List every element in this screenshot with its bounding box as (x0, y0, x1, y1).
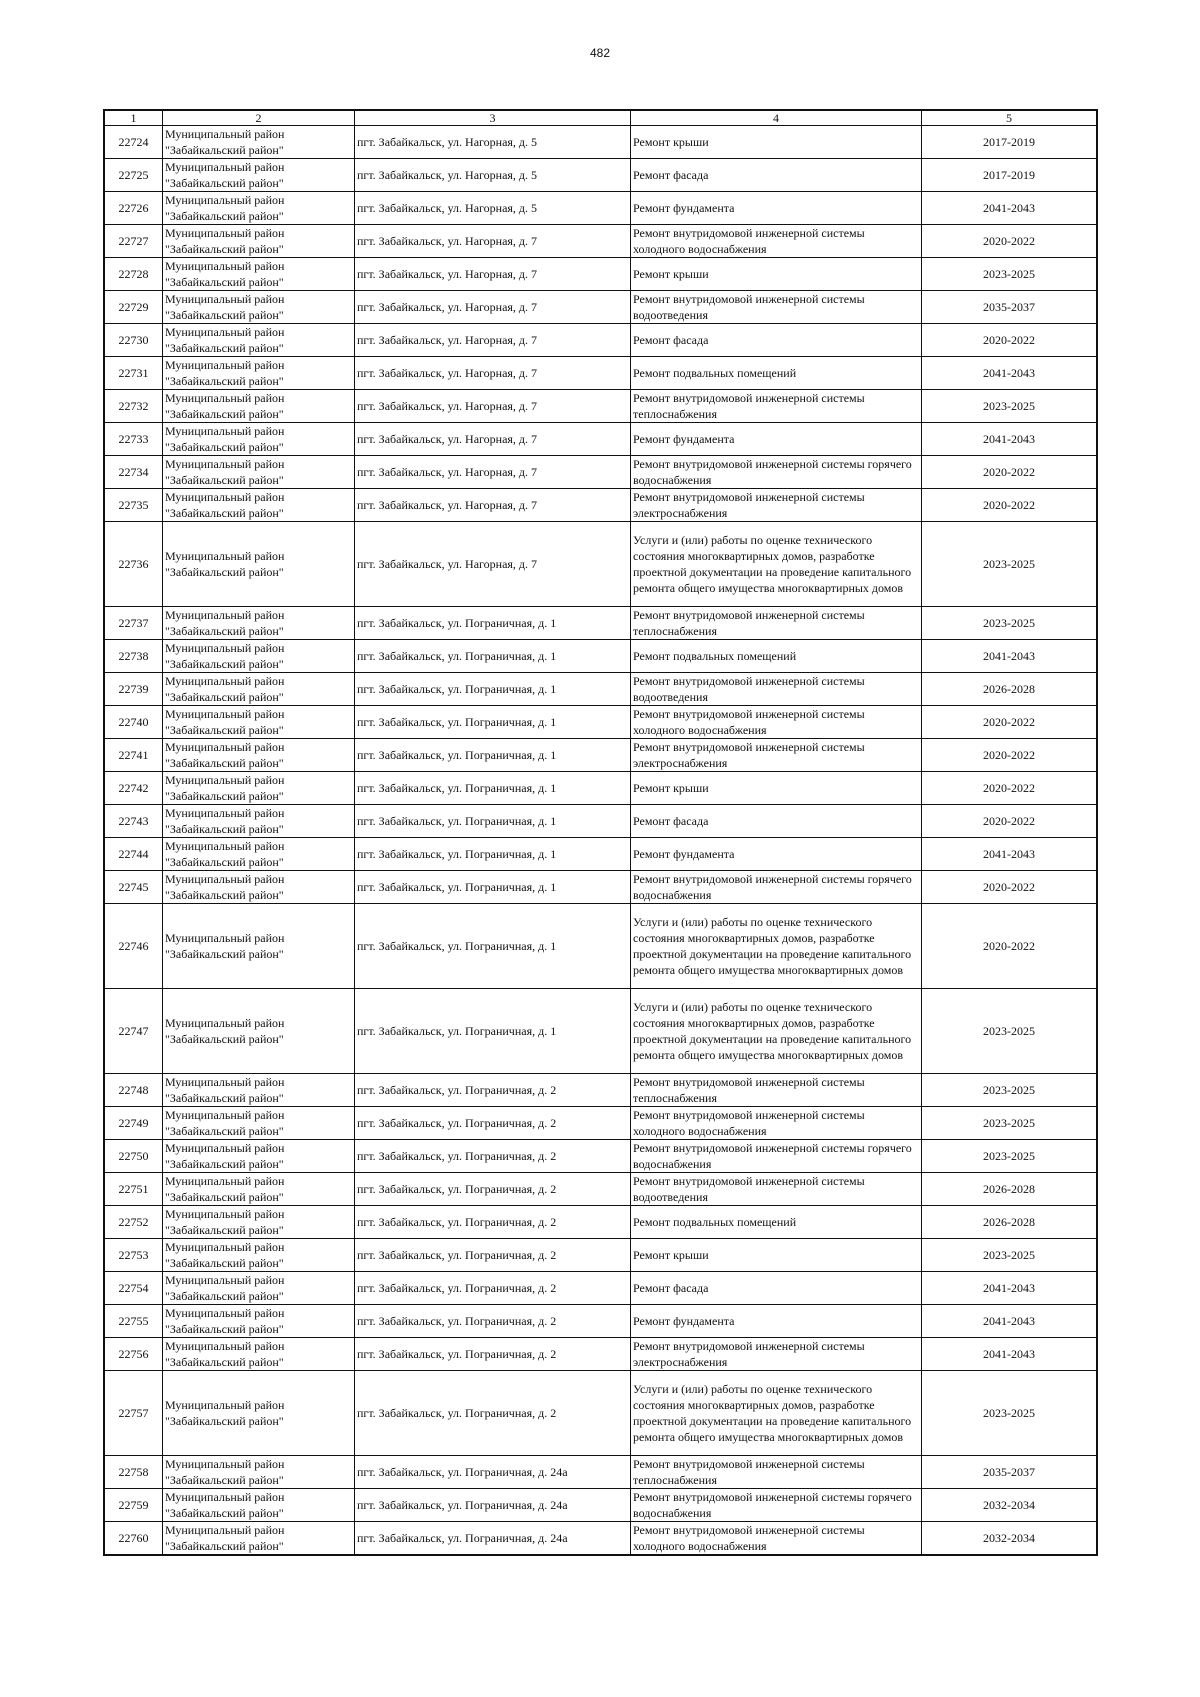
municipality-cell: Муниципальный район "Забайкальский район" (163, 192, 355, 225)
municipality-cell: Муниципальный район "Забайкальский район" (163, 1522, 355, 1555)
address-cell: пгт. Забайкальск, ул. Пограничная, д. 2 (355, 1371, 631, 1456)
work-type-cell: Ремонт подвальных помещений (631, 1206, 922, 1239)
table-row (105, 673, 1097, 706)
row-number: 22744 (105, 838, 163, 871)
work-type-cell: Услуги и (или) работы по оценке технического состояния многоквартирных домов, разработке проектной документации на проведение капитального ремонта общего имущества многоквартирных домов (631, 989, 922, 1074)
work-type-cell: Ремонт фасада (631, 159, 922, 192)
period-cell: 2023-2025 (922, 522, 1097, 607)
work-type-cell: Ремонт внутридомовой инженерной системы теплоснабжения (631, 390, 922, 423)
municipality-cell: Муниципальный район "Забайкальский район" (163, 1305, 355, 1338)
address-cell: пгт. Забайкальск, ул. Пограничная, д. 1 (355, 673, 631, 706)
work-type-cell: Ремонт внутридомовой инженерной системы холодного водоснабжения (631, 706, 922, 739)
municipality-cell: Муниципальный район "Забайкальский район" (163, 673, 355, 706)
period-cell: 2041-2043 (922, 1305, 1097, 1338)
row-number: 22735 (105, 489, 163, 522)
work-type-cell: Ремонт фундамента (631, 192, 922, 225)
table-row (105, 838, 1097, 871)
address-cell: пгт. Забайкальск, ул. Пограничная, д. 24а (355, 1456, 631, 1489)
address-cell: пгт. Забайкальск, ул. Нагорная, д. 5 (355, 192, 631, 225)
period-cell: 2032-2034 (922, 1489, 1097, 1522)
municipality-cell: Муниципальный район "Забайкальский район" (163, 1173, 355, 1206)
column-header: 1 (105, 111, 163, 126)
table-row (105, 640, 1097, 673)
row-number: 22731 (105, 357, 163, 390)
work-type-cell: Ремонт внутридомовой инженерной системы горячего водоснабжения (631, 1140, 922, 1173)
table-row (105, 1371, 1097, 1456)
municipality-cell: Муниципальный район "Забайкальский район" (163, 357, 355, 390)
table-row (105, 456, 1097, 489)
period-cell: 2020-2022 (922, 805, 1097, 838)
table-row (105, 489, 1097, 522)
work-type-cell: Ремонт внутридомовой инженерной системы горячего водоснабжения (631, 1489, 922, 1522)
address-cell: пгт. Забайкальск, ул. Пограничная, д. 2 (355, 1272, 631, 1305)
work-type-cell: Ремонт подвальных помещений (631, 640, 922, 673)
row-number: 22742 (105, 772, 163, 805)
work-type-cell: Ремонт крыши (631, 126, 922, 159)
table-row (105, 1456, 1097, 1489)
period-cell: 2020-2022 (922, 324, 1097, 357)
work-type-cell: Ремонт внутридомовой инженерной системы теплоснабжения (631, 1074, 922, 1107)
address-cell: пгт. Забайкальск, ул. Нагорная, д. 7 (355, 357, 631, 390)
municipality-cell: Муниципальный район "Забайкальский район" (163, 1456, 355, 1489)
work-type-cell: Ремонт фундамента (631, 838, 922, 871)
municipality-cell: Муниципальный район "Забайкальский район" (163, 706, 355, 739)
municipality-cell: Муниципальный район "Забайкальский район" (163, 291, 355, 324)
work-type-cell: Ремонт фасада (631, 1272, 922, 1305)
address-cell: пгт. Забайкальск, ул. Нагорная, д. 7 (355, 225, 631, 258)
municipality-cell: Муниципальный район "Забайкальский район" (163, 1489, 355, 1522)
municipality-cell: Муниципальный район "Забайкальский район" (163, 1107, 355, 1140)
work-type-cell: Ремонт крыши (631, 258, 922, 291)
municipality-cell: Муниципальный район "Забайкальский район" (163, 1074, 355, 1107)
row-number: 22736 (105, 522, 163, 607)
period-cell: 2023-2025 (922, 258, 1097, 291)
table-row (105, 1305, 1097, 1338)
municipality-cell: Муниципальный район "Забайкальский район" (163, 159, 355, 192)
column-header: 3 (355, 111, 631, 126)
municipality-cell: Муниципальный район "Забайкальский район" (163, 258, 355, 291)
table-row (105, 706, 1097, 739)
address-cell: пгт. Забайкальск, ул. Пограничная, д. 2 (355, 1239, 631, 1272)
table-row (105, 739, 1097, 772)
table-row (105, 805, 1097, 838)
table-row (105, 1272, 1097, 1305)
work-type-cell: Услуги и (или) работы по оценке технического состояния многоквартирных домов, разработке проектной документации на проведение капитального ремонта общего имущества многоквартирных домов (631, 1371, 922, 1456)
table-row (105, 871, 1097, 904)
table-row (105, 390, 1097, 423)
row-number: 22756 (105, 1338, 163, 1371)
table-row (105, 1173, 1097, 1206)
period-cell: 2020-2022 (922, 706, 1097, 739)
work-type-cell: Ремонт внутридомовой инженерной системы водоотведения (631, 673, 922, 706)
municipality-cell: Муниципальный район "Забайкальский район" (163, 1140, 355, 1173)
period-cell: 2023-2025 (922, 1074, 1097, 1107)
municipality-cell: Муниципальный район "Забайкальский район" (163, 739, 355, 772)
table-row (105, 772, 1097, 805)
period-cell: 2020-2022 (922, 225, 1097, 258)
table-row (105, 1338, 1097, 1371)
work-type-cell: Ремонт внутридомовой инженерной системы электроснабжения (631, 489, 922, 522)
period-cell: 2026-2028 (922, 673, 1097, 706)
period-cell: 2020-2022 (922, 904, 1097, 989)
row-number: 22733 (105, 423, 163, 456)
municipality-cell: Муниципальный район "Забайкальский район" (163, 838, 355, 871)
work-type-cell: Ремонт фундамента (631, 1305, 922, 1338)
row-number: 22750 (105, 1140, 163, 1173)
row-number: 22726 (105, 192, 163, 225)
address-cell: пгт. Забайкальск, ул. Пограничная, д. 2 (355, 1173, 631, 1206)
table-row (105, 291, 1097, 324)
period-cell: 2023-2025 (922, 1140, 1097, 1173)
row-number: 22734 (105, 456, 163, 489)
period-cell: 2023-2025 (922, 1239, 1097, 1272)
work-type-cell: Ремонт внутридомовой инженерной системы теплоснабжения (631, 1456, 922, 1489)
table-row (105, 159, 1097, 192)
municipality-cell: Муниципальный район "Забайкальский район" (163, 456, 355, 489)
municipality-cell: Муниципальный район "Забайкальский район" (163, 225, 355, 258)
address-cell: пгт. Забайкальск, ул. Пограничная, д. 2 (355, 1107, 631, 1140)
municipality-cell: Муниципальный район "Забайкальский район" (163, 640, 355, 673)
period-cell: 2026-2028 (922, 1206, 1097, 1239)
address-cell: пгт. Забайкальск, ул. Пограничная, д. 1 (355, 640, 631, 673)
period-cell: 2035-2037 (922, 291, 1097, 324)
municipality-cell: Муниципальный район "Забайкальский район" (163, 607, 355, 640)
row-number: 22757 (105, 1371, 163, 1456)
work-type-cell: Ремонт внутридомовой инженерной системы горячего водоснабжения (631, 871, 922, 904)
address-cell: пгт. Забайкальск, ул. Пограничная, д. 24а (355, 1522, 631, 1555)
address-cell: пгт. Забайкальск, ул. Пограничная, д. 2 (355, 1338, 631, 1371)
table-row (105, 1522, 1097, 1555)
address-cell: пгт. Забайкальск, ул. Пограничная, д. 24а (355, 1489, 631, 1522)
period-cell: 2020-2022 (922, 772, 1097, 805)
address-cell: пгт. Забайкальск, ул. Нагорная, д. 7 (355, 390, 631, 423)
address-cell: пгт. Забайкальск, ул. Нагорная, д. 7 (355, 258, 631, 291)
work-type-cell: Ремонт внутридомовой инженерной системы водоотведения (631, 291, 922, 324)
row-number: 22741 (105, 739, 163, 772)
work-type-cell: Услуги и (или) работы по оценке технического состояния многоквартирных домов, разработке проектной документации на проведение капитального ремонта общего имущества многоквартирных домов (631, 904, 922, 989)
period-cell: 2023-2025 (922, 390, 1097, 423)
period-cell: 2041-2043 (922, 192, 1097, 225)
row-number: 22753 (105, 1239, 163, 1272)
address-cell: пгт. Забайкальск, ул. Нагорная, д. 7 (355, 456, 631, 489)
municipality-cell: Муниципальный район "Забайкальский район" (163, 522, 355, 607)
column-header: 2 (163, 111, 355, 126)
address-cell: пгт. Забайкальск, ул. Нагорная, д. 7 (355, 324, 631, 357)
row-number: 22743 (105, 805, 163, 838)
period-cell: 2023-2025 (922, 989, 1097, 1074)
table-row (105, 126, 1097, 159)
municipality-cell: Муниципальный район "Забайкальский район" (163, 423, 355, 456)
period-cell: 2020-2022 (922, 739, 1097, 772)
address-cell: пгт. Забайкальск, ул. Пограничная, д. 1 (355, 607, 631, 640)
work-type-cell: Ремонт внутридомовой инженерной системы холодного водоснабжения (631, 1522, 922, 1555)
address-cell: пгт. Забайкальск, ул. Нагорная, д. 5 (355, 126, 631, 159)
period-cell: 2026-2028 (922, 1173, 1097, 1206)
row-number: 22754 (105, 1272, 163, 1305)
work-type-cell: Ремонт внутридомовой инженерной системы холодного водоснабжения (631, 225, 922, 258)
address-cell: пгт. Забайкальск, ул. Пограничная, д. 1 (355, 871, 631, 904)
work-type-cell: Ремонт внутридомовой инженерной системы водоотведения (631, 1173, 922, 1206)
period-cell: 2041-2043 (922, 640, 1097, 673)
municipality-cell: Муниципальный район "Забайкальский район" (163, 805, 355, 838)
table-header-row (105, 111, 1097, 126)
municipality-cell: Муниципальный район "Забайкальский район" (163, 489, 355, 522)
table-row (105, 192, 1097, 225)
work-type-cell: Ремонт фасада (631, 324, 922, 357)
period-cell: 2020-2022 (922, 871, 1097, 904)
address-cell: пгт. Забайкальск, ул. Пограничная, д. 1 (355, 805, 631, 838)
period-cell: 2020-2022 (922, 489, 1097, 522)
municipality-cell: Муниципальный район "Забайкальский район" (163, 390, 355, 423)
table-row (105, 904, 1097, 989)
address-cell: пгт. Забайкальск, ул. Пограничная, д. 1 (355, 772, 631, 805)
table-row (105, 1074, 1097, 1107)
period-cell: 2041-2043 (922, 1272, 1097, 1305)
municipality-cell: Муниципальный район "Забайкальский район" (163, 989, 355, 1074)
row-number: 22758 (105, 1456, 163, 1489)
period-cell: 2041-2043 (922, 838, 1097, 871)
row-number: 22725 (105, 159, 163, 192)
address-cell: пгт. Забайкальск, ул. Пограничная, д. 2 (355, 1074, 631, 1107)
row-number: 22730 (105, 324, 163, 357)
row-number: 22746 (105, 904, 163, 989)
row-number: 22737 (105, 607, 163, 640)
row-number: 22739 (105, 673, 163, 706)
address-cell: пгт. Забайкальск, ул. Пограничная, д. 2 (355, 1305, 631, 1338)
table-row (105, 1140, 1097, 1173)
column-header: 4 (631, 111, 922, 126)
table-row (105, 1489, 1097, 1522)
row-number: 22748 (105, 1074, 163, 1107)
row-number: 22755 (105, 1305, 163, 1338)
row-number: 22751 (105, 1173, 163, 1206)
work-type-cell: Ремонт внутридомовой инженерной системы электроснабжения (631, 1338, 922, 1371)
work-type-cell: Ремонт внутридомовой инженерной системы теплоснабжения (631, 607, 922, 640)
table-row (105, 1107, 1097, 1140)
table-row (105, 522, 1097, 607)
table-row (105, 989, 1097, 1074)
row-number: 22729 (105, 291, 163, 324)
table-row (105, 324, 1097, 357)
address-cell: пгт. Забайкальск, ул. Пограничная, д. 1 (355, 838, 631, 871)
address-cell: пгт. Забайкальск, ул. Нагорная, д. 7 (355, 291, 631, 324)
municipality-cell: Муниципальный район "Забайкальский район" (163, 1338, 355, 1371)
municipality-cell: Муниципальный район "Забайкальский район" (163, 126, 355, 159)
table-row (105, 607, 1097, 640)
table-row (105, 225, 1097, 258)
municipality-cell: Муниципальный район "Забайкальский район" (163, 904, 355, 989)
period-cell: 2041-2043 (922, 1338, 1097, 1371)
municipality-cell: Муниципальный район "Забайкальский район" (163, 772, 355, 805)
address-cell: пгт. Забайкальск, ул. Нагорная, д. 7 (355, 489, 631, 522)
address-cell: пгт. Забайкальск, ул. Нагорная, д. 7 (355, 423, 631, 456)
page-number: 482 (589, 46, 611, 60)
row-number: 22759 (105, 1489, 163, 1522)
table-row (105, 1239, 1097, 1272)
column-header: 5 (922, 111, 1097, 126)
period-cell: 2023-2025 (922, 607, 1097, 640)
period-cell: 2023-2025 (922, 1371, 1097, 1456)
address-cell: пгт. Забайкальск, ул. Пограничная, д. 1 (355, 989, 631, 1074)
row-number: 22732 (105, 390, 163, 423)
work-type-cell: Ремонт внутридомовой инженерной системы холодного водоснабжения (631, 1107, 922, 1140)
row-number: 22728 (105, 258, 163, 291)
row-number: 22740 (105, 706, 163, 739)
work-type-cell: Ремонт внутридомовой инженерной системы горячего водоснабжения (631, 456, 922, 489)
period-cell: 2017-2019 (922, 159, 1097, 192)
row-number: 22747 (105, 989, 163, 1074)
work-type-cell: Ремонт крыши (631, 772, 922, 805)
period-cell: 2032-2034 (922, 1522, 1097, 1555)
municipality-cell: Муниципальный район "Забайкальский район" (163, 1272, 355, 1305)
address-cell: пгт. Забайкальск, ул. Пограничная, д. 2 (355, 1140, 631, 1173)
address-cell: пгт. Забайкальск, ул. Пограничная, д. 2 (355, 1206, 631, 1239)
row-number: 22752 (105, 1206, 163, 1239)
row-number: 22760 (105, 1522, 163, 1555)
work-type-cell: Ремонт крыши (631, 1239, 922, 1272)
municipality-cell: Муниципальный район "Забайкальский район" (163, 1206, 355, 1239)
table-row (105, 258, 1097, 291)
municipality-cell: Муниципальный район "Забайкальский район" (163, 1239, 355, 1272)
municipality-cell: Муниципальный район "Забайкальский район" (163, 1371, 355, 1456)
work-type-cell: Услуги и (или) работы по оценке технического состояния многоквартирных домов, разработке проектной документации на проведение капитального ремонта общего имущества многоквартирных домов (631, 522, 922, 607)
work-type-cell: Ремонт фундамента (631, 423, 922, 456)
row-number: 22749 (105, 1107, 163, 1140)
work-type-cell: Ремонт подвальных помещений (631, 357, 922, 390)
capital-repair-table (104, 110, 1097, 1555)
row-number: 22727 (105, 225, 163, 258)
address-cell: пгт. Забайкальск, ул. Пограничная, д. 1 (355, 706, 631, 739)
period-cell: 2023-2025 (922, 1107, 1097, 1140)
address-cell: пгт. Забайкальск, ул. Пограничная, д. 1 (355, 904, 631, 989)
work-type-cell: Ремонт фасада (631, 805, 922, 838)
table-body (105, 126, 1097, 1555)
period-cell: 2017-2019 (922, 126, 1097, 159)
municipality-cell: Муниципальный район "Забайкальский район" (163, 871, 355, 904)
address-cell: пгт. Забайкальск, ул. Нагорная, д. 5 (355, 159, 631, 192)
work-type-cell: Ремонт внутридомовой инженерной системы электроснабжения (631, 739, 922, 772)
row-number: 22724 (105, 126, 163, 159)
period-cell: 2020-2022 (922, 456, 1097, 489)
period-cell: 2041-2043 (922, 357, 1097, 390)
period-cell: 2041-2043 (922, 423, 1097, 456)
address-cell: пгт. Забайкальск, ул. Пограничная, д. 1 (355, 739, 631, 772)
row-number: 22738 (105, 640, 163, 673)
table-row (105, 423, 1097, 456)
table-row (105, 357, 1097, 390)
table-row (105, 1206, 1097, 1239)
period-cell: 2035-2037 (922, 1456, 1097, 1489)
row-number: 22745 (105, 871, 163, 904)
address-cell: пгт. Забайкальск, ул. Нагорная, д. 7 (355, 522, 631, 607)
municipality-cell: Муниципальный район "Забайкальский район" (163, 324, 355, 357)
